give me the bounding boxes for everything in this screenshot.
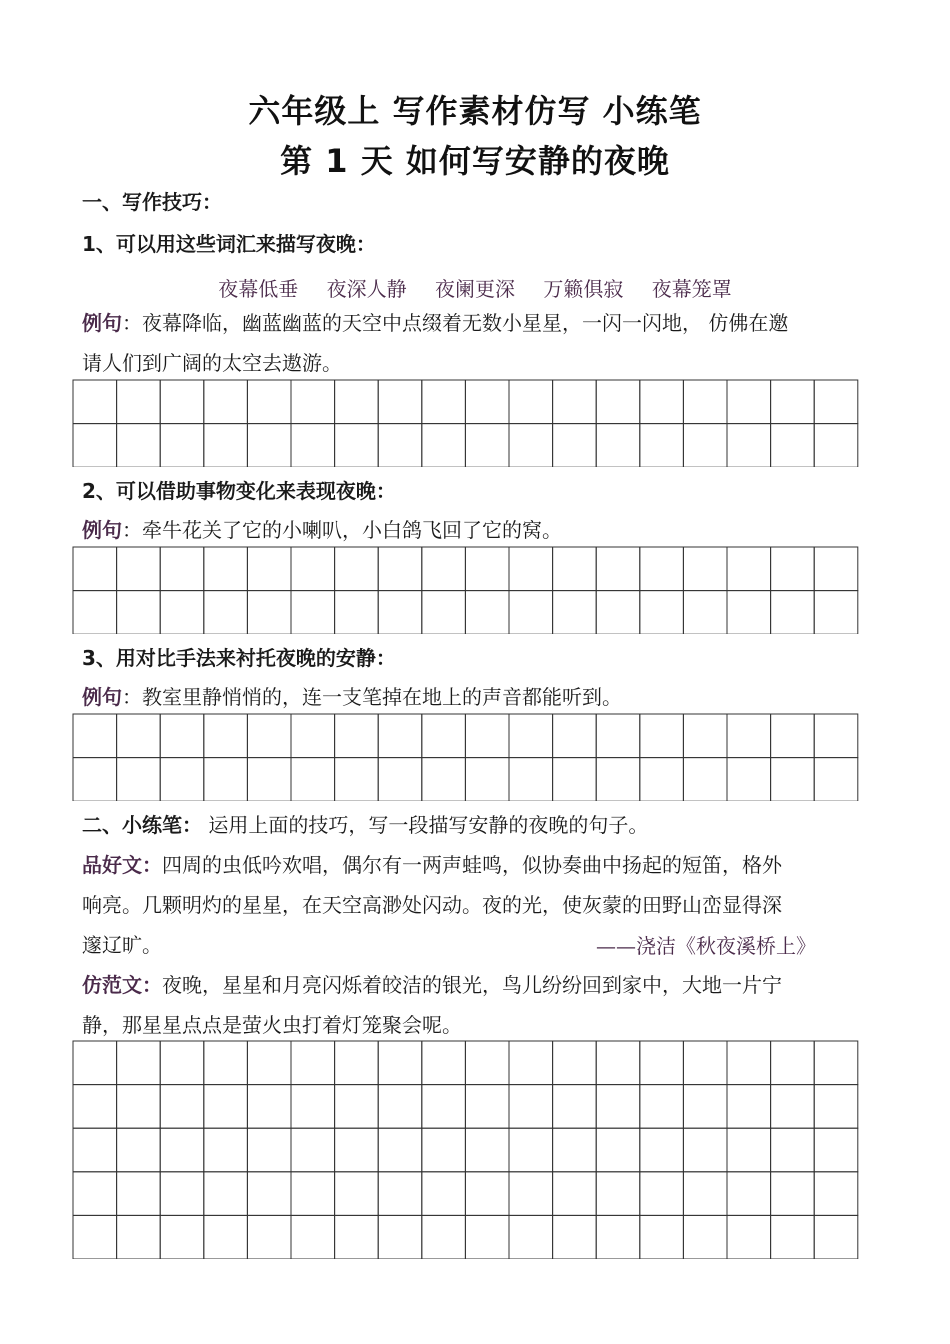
grid-cell[interactable] <box>73 714 117 758</box>
grid-cell[interactable] <box>727 547 771 591</box>
grid-cell[interactable] <box>117 1172 161 1216</box>
tip2-example <box>82 520 882 540</box>
grid-cell[interactable] <box>640 1215 684 1259</box>
grid-cell[interactable] <box>683 1128 727 1172</box>
grid-cell[interactable] <box>291 1215 335 1259</box>
grid-cell[interactable] <box>73 1085 117 1129</box>
good-text-line3: 邃辽旷。 <box>82 933 162 957</box>
grid-cell[interactable] <box>160 591 204 634</box>
grid-cell[interactable] <box>204 1128 248 1172</box>
grid-cell[interactable] <box>204 1172 248 1216</box>
grid-cell[interactable] <box>727 424 771 467</box>
grid-cell[interactable] <box>204 714 248 758</box>
example-label: 例句 <box>82 311 122 335</box>
grid-cell[interactable] <box>291 380 335 424</box>
tip1-example-line1 <box>82 313 882 333</box>
grid-cell[interactable] <box>378 1172 422 1216</box>
grid-cell[interactable] <box>683 591 727 634</box>
grid-cell[interactable] <box>465 591 509 634</box>
page-title-line2: 第 1 天 如何写安静的夜晚 <box>280 142 670 180</box>
grid-cell[interactable] <box>771 1172 815 1216</box>
grid-cell[interactable] <box>160 714 204 758</box>
grid-cell[interactable] <box>422 1215 466 1259</box>
grid-cell[interactable] <box>465 1041 509 1085</box>
grid-cell[interactable] <box>117 1085 161 1129</box>
grid-cell[interactable] <box>640 714 684 758</box>
tip3-example <box>82 687 882 707</box>
grid-cell[interactable] <box>117 1215 161 1259</box>
example-label: 例句 <box>82 518 122 542</box>
good-text-body: 四周的虫低吟欢唱，偶尔有一两声蛙鸣，似协奏曲中扬起的短笛，格外 <box>162 853 782 877</box>
grid-cell[interactable] <box>204 591 248 634</box>
grid-cell[interactable] <box>291 1172 335 1216</box>
grid-cell[interactable] <box>596 1041 640 1085</box>
grid-cell[interactable] <box>771 1085 815 1129</box>
example-text: ：牵牛花关了它的小喇叭，小白鸽飞回了它的窝。 <box>122 518 562 542</box>
grid-cell[interactable] <box>160 1128 204 1172</box>
grid-cell[interactable] <box>814 547 858 591</box>
grid-cell[interactable] <box>465 424 509 467</box>
example-label: 例句 <box>82 685 122 709</box>
grid-cell[interactable] <box>683 758 727 801</box>
grid-cell[interactable] <box>596 1085 640 1129</box>
grid-cell[interactable] <box>335 1085 379 1129</box>
grid-cell[interactable] <box>422 424 466 467</box>
grid-cell[interactable] <box>465 758 509 801</box>
grid-cell[interactable] <box>378 424 422 467</box>
grid-cell[interactable] <box>422 714 466 758</box>
grid-cell[interactable] <box>683 1172 727 1216</box>
grid-cell[interactable] <box>509 591 553 634</box>
grid-cell[interactable] <box>727 1215 771 1259</box>
grid-cell[interactable] <box>814 1172 858 1216</box>
vocab-list <box>0 273 950 302</box>
grid-cell[interactable] <box>727 1041 771 1085</box>
grid-cell[interactable] <box>553 380 597 424</box>
grid-cell[interactable] <box>117 1041 161 1085</box>
grid-cell[interactable] <box>378 547 422 591</box>
model-text-line2: 静，那星星点点是萤火虫打着灯笼聚会呢。 <box>82 1013 462 1037</box>
grid-cell[interactable] <box>422 547 466 591</box>
grid-cell[interactable] <box>291 714 335 758</box>
grid-cell[interactable] <box>596 1172 640 1216</box>
grid-cell[interactable] <box>640 1172 684 1216</box>
grid-cell[interactable] <box>814 714 858 758</box>
tip3-heading: 3、用对比手法来衬托夜晚的安静： <box>82 646 396 670</box>
grid-cell[interactable] <box>727 1128 771 1172</box>
grid-cell[interactable] <box>335 380 379 424</box>
grid-cell[interactable] <box>73 758 117 801</box>
writing-grid-tip1[interactable] <box>72 379 860 467</box>
grid-cell[interactable] <box>247 1085 291 1129</box>
grid-cell[interactable] <box>247 380 291 424</box>
grid-cell[interactable] <box>771 591 815 634</box>
grid-cell[interactable] <box>160 1041 204 1085</box>
grid-cell[interactable] <box>727 1085 771 1129</box>
grid-cell[interactable] <box>335 1172 379 1216</box>
grid-cell[interactable] <box>596 758 640 801</box>
grid-cell[interactable] <box>465 380 509 424</box>
grid-cell[interactable] <box>814 380 858 424</box>
grid-cell[interactable] <box>814 758 858 801</box>
grid-cell[interactable] <box>814 1041 858 1085</box>
grid-cell[interactable] <box>553 1215 597 1259</box>
grid-cell[interactable] <box>335 1128 379 1172</box>
grid-cell[interactable] <box>204 1085 248 1129</box>
grid-cell[interactable] <box>509 1128 553 1172</box>
grid-cell[interactable] <box>73 1041 117 1085</box>
grid-cell[interactable] <box>73 1172 117 1216</box>
grid-cell[interactable] <box>814 424 858 467</box>
grid-cell[interactable] <box>247 424 291 467</box>
grid-cell[interactable] <box>683 547 727 591</box>
grid-cell[interactable] <box>727 758 771 801</box>
grid-cell[interactable] <box>596 591 640 634</box>
grid-cell[interactable] <box>596 1128 640 1172</box>
grid-cell[interactable] <box>422 380 466 424</box>
good-text-citation: ——浇洁《秋夜溪桥上》 <box>596 934 816 958</box>
vocab-item: 夜幕低垂 <box>218 277 299 301</box>
vocab-item: 夜阑更深 <box>435 277 515 301</box>
grid-cell[interactable] <box>640 758 684 801</box>
grid-cell[interactable] <box>422 1041 466 1085</box>
grid-cell[interactable] <box>160 1172 204 1216</box>
vocab-item: 万籁俱寂 <box>543 277 624 301</box>
grid-cell[interactable] <box>771 380 815 424</box>
grid-cell[interactable] <box>204 547 248 591</box>
grid-cell[interactable] <box>596 547 640 591</box>
page-title-line1: 六年级上 写作素材仿写 小练笔 <box>248 92 702 130</box>
grid-cell[interactable] <box>509 1085 553 1129</box>
grid-cell[interactable] <box>378 591 422 634</box>
grid-cell[interactable] <box>291 591 335 634</box>
grid-cell[interactable] <box>509 714 553 758</box>
grid-cell[interactable] <box>814 1128 858 1172</box>
grid-cell[interactable] <box>117 591 161 634</box>
grid-cell[interactable] <box>509 547 553 591</box>
section2-heading-line <box>82 815 882 835</box>
grid-cell[interactable] <box>160 758 204 801</box>
grid-cell[interactable] <box>73 1128 117 1172</box>
grid-cell[interactable] <box>771 1215 815 1259</box>
grid-cell[interactable] <box>553 1041 597 1085</box>
grid-cell[interactable] <box>509 1215 553 1259</box>
grid-cell[interactable] <box>335 758 379 801</box>
good-text-label: 品好文： <box>82 853 162 877</box>
grid-cell[interactable] <box>727 380 771 424</box>
grid-cell[interactable] <box>771 758 815 801</box>
grid-cell[interactable] <box>422 591 466 634</box>
tip1-heading: 1、可以用这些词汇来描写夜晚： <box>82 232 376 256</box>
grid-cell[interactable] <box>117 424 161 467</box>
grid-cell[interactable] <box>160 547 204 591</box>
grid-cell[interactable] <box>814 591 858 634</box>
grid-cell[interactable] <box>465 1172 509 1216</box>
grid-cell[interactable] <box>117 714 161 758</box>
grid-cell[interactable] <box>160 1215 204 1259</box>
grid-cell[interactable] <box>204 1215 248 1259</box>
grid-cell[interactable] <box>378 714 422 758</box>
grid-cell[interactable] <box>553 758 597 801</box>
grid-cell[interactable] <box>291 547 335 591</box>
grid-cell[interactable] <box>509 424 553 467</box>
grid-cell[interactable] <box>553 424 597 467</box>
grid-cell[interactable] <box>160 1085 204 1129</box>
grid-cell[interactable] <box>378 1085 422 1129</box>
grid-cell[interactable] <box>596 1215 640 1259</box>
grid-cell[interactable] <box>683 714 727 758</box>
grid-cell[interactable] <box>553 1128 597 1172</box>
grid-cell[interactable] <box>291 758 335 801</box>
grid-cell[interactable] <box>465 714 509 758</box>
grid-cell[interactable] <box>291 1085 335 1129</box>
grid-cell[interactable] <box>640 1041 684 1085</box>
grid-cell[interactable] <box>683 1085 727 1129</box>
grid-cell[interactable] <box>378 758 422 801</box>
grid-cell[interactable] <box>335 714 379 758</box>
grid-cell[interactable] <box>771 1128 815 1172</box>
grid-cell[interactable] <box>378 1128 422 1172</box>
grid-cell[interactable] <box>73 424 117 467</box>
grid-cell[interactable] <box>247 1128 291 1172</box>
grid-cell[interactable] <box>73 591 117 634</box>
grid-cell[interactable] <box>509 1172 553 1216</box>
grid-cell[interactable] <box>247 1041 291 1085</box>
grid-cell[interactable] <box>291 1128 335 1172</box>
grid-cell[interactable] <box>247 1172 291 1216</box>
grid-cell[interactable] <box>117 547 161 591</box>
grid-cell[interactable] <box>73 547 117 591</box>
writing-grid-tip2[interactable] <box>72 546 860 634</box>
grid-cell[interactable] <box>771 547 815 591</box>
grid-cell[interactable] <box>640 424 684 467</box>
grid-cell[interactable] <box>160 380 204 424</box>
grid-cell[interactable] <box>640 547 684 591</box>
writing-grid-tip3[interactable] <box>72 713 860 801</box>
grid-cell[interactable] <box>335 424 379 467</box>
grid-cell[interactable] <box>204 424 248 467</box>
good-text-line1 <box>82 855 882 875</box>
grid-cell[interactable] <box>509 380 553 424</box>
grid-cell[interactable] <box>465 1215 509 1259</box>
example-text: ：教室里静悄悄的，连一支笔掉在地上的声音都能听到。 <box>122 685 622 709</box>
writing-grid-practice[interactable] <box>72 1040 860 1259</box>
grid-cell[interactable] <box>247 591 291 634</box>
section2-heading: 二、小练笔： <box>82 813 202 837</box>
grid-cell[interactable] <box>683 1215 727 1259</box>
grid-cell[interactable] <box>247 1215 291 1259</box>
grid-cell[interactable] <box>422 1172 466 1216</box>
grid-cell[interactable] <box>814 1215 858 1259</box>
grid-cell[interactable] <box>509 758 553 801</box>
grid-cell[interactable] <box>465 547 509 591</box>
grid-cell[interactable] <box>640 1128 684 1172</box>
grid-cell[interactable] <box>160 424 204 467</box>
grid-cell[interactable] <box>422 1085 466 1129</box>
grid-cell[interactable] <box>640 1085 684 1129</box>
model-text-line1 <box>82 975 882 995</box>
grid-cell[interactable] <box>553 714 597 758</box>
section2-instruction: 运用上面的技巧，写一段描写安静的夜晚的句子。 <box>202 813 649 837</box>
grid-cell[interactable] <box>465 1085 509 1129</box>
tip1-example-line2: 请人们到广阔的太空去遨游。 <box>82 351 342 375</box>
grid-cell[interactable] <box>640 380 684 424</box>
grid-cell[interactable] <box>378 1041 422 1085</box>
grid-cell[interactable] <box>596 424 640 467</box>
grid-cell[interactable] <box>291 424 335 467</box>
tip2-heading: 2、可以借助事物变化来表现夜晚： <box>82 479 396 503</box>
grid-cell[interactable] <box>378 380 422 424</box>
grid-cell[interactable] <box>204 380 248 424</box>
grid-cell[interactable] <box>727 714 771 758</box>
grid-cell[interactable] <box>117 758 161 801</box>
grid-cell[interactable] <box>509 1041 553 1085</box>
grid-cell[interactable] <box>596 380 640 424</box>
vocab-item: 夜幕笼罩 <box>651 277 732 301</box>
grid-cell[interactable] <box>204 1041 248 1085</box>
grid-cell[interactable] <box>771 424 815 467</box>
grid-cell[interactable] <box>683 1041 727 1085</box>
grid-cell[interactable] <box>814 1085 858 1129</box>
section1-heading: 一、写作技巧： <box>82 190 222 214</box>
grid-cell[interactable] <box>465 1128 509 1172</box>
grid-cell[interactable] <box>378 1215 422 1259</box>
grid-cell[interactable] <box>73 1215 117 1259</box>
grid-cell[interactable] <box>247 714 291 758</box>
vocab-item: 夜深人静 <box>326 277 407 301</box>
grid-cell[interactable] <box>422 758 466 801</box>
grid-cell[interactable] <box>335 1215 379 1259</box>
grid-cell[interactable] <box>73 380 117 424</box>
grid-cell[interactable] <box>335 591 379 634</box>
good-text-line2: 响亮。几颗明灼的星星，在天空高渺处闪动。夜的光，使灰蒙的田野山峦显得深 <box>82 893 782 917</box>
grid-cell[interactable] <box>683 424 727 467</box>
model-text-label: 仿范文： <box>82 973 162 997</box>
grid-cell[interactable] <box>771 714 815 758</box>
grid-cell[interactable] <box>247 758 291 801</box>
grid-cell[interactable] <box>204 758 248 801</box>
grid-cell[interactable] <box>335 547 379 591</box>
grid-cell[interactable] <box>727 591 771 634</box>
grid-cell[interactable] <box>683 380 727 424</box>
grid-cell[interactable] <box>553 591 597 634</box>
grid-cell[interactable] <box>727 1172 771 1216</box>
grid-cell[interactable] <box>291 1041 335 1085</box>
grid-cell[interactable] <box>422 1128 466 1172</box>
grid-cell[interactable] <box>553 1085 597 1129</box>
grid-cell[interactable] <box>335 1041 379 1085</box>
grid-cell[interactable] <box>771 1041 815 1085</box>
example-text: ：夜幕降临，幽蓝幽蓝的天空中点缀着无数小星星，一闪一闪地， 仿佛在邀 <box>122 311 789 335</box>
grid-cell[interactable] <box>640 591 684 634</box>
grid-cell[interactable] <box>247 547 291 591</box>
grid-cell[interactable] <box>117 1128 161 1172</box>
grid-cell[interactable] <box>553 547 597 591</box>
grid-cell[interactable] <box>117 380 161 424</box>
grid-cell[interactable] <box>553 1172 597 1216</box>
grid-cell[interactable] <box>596 714 640 758</box>
model-text-body: 夜晚，星星和月亮闪烁着皎洁的银光，鸟儿纷纷回到家中，大地一片宁 <box>162 973 782 997</box>
